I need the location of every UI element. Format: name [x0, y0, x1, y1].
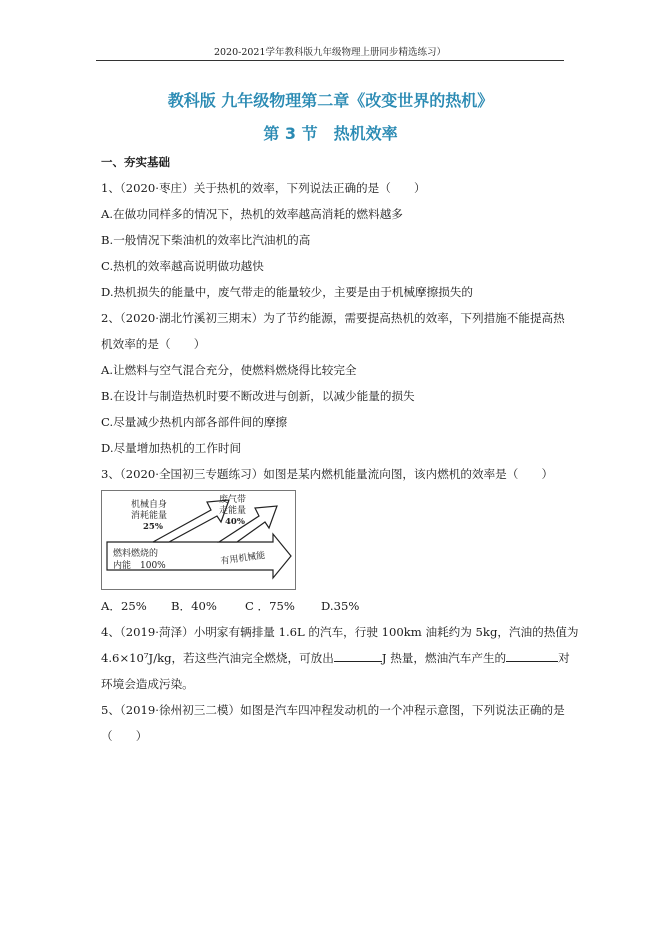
q4-text-c: 对 [558, 651, 570, 665]
q4-text-a: 4.6×10⁷J/kg，若这些汽油完全燃烧，可放出 [101, 651, 334, 665]
q4-line1: 4、（2019·菏泽）小明家有辆排量 1.6L 的汽车，行驶 100km 油耗约为 5kg，汽油的热值为 [101, 625, 579, 639]
exhaust-label-1: 废气带 [219, 495, 247, 505]
q3-option-b: B．40% [171, 599, 217, 613]
header-rule [96, 60, 564, 61]
self-loss-label-2: 消耗能量 [131, 511, 168, 521]
fuel-energy-label-2: 内能 100% [113, 561, 166, 571]
fuel-energy-label-1: 燃料燃烧的 [113, 549, 159, 559]
self-loss-percent: 25% [143, 522, 163, 532]
section-title: 第 3 节 热机效率 [263, 124, 398, 143]
q4-blank-heat[interactable] [334, 650, 382, 662]
q1-option-b: B.一般情况下柴油机的效率比汽油机的高 [101, 233, 311, 247]
q2-option-d: D.尽量增加热机的工作时间 [101, 441, 242, 455]
q1-stem: 1、（2020·枣庄）关于热机的效率，下列说法正确的是（ ） [101, 181, 426, 195]
q2-stem-line2: 机效率的是（ ） [101, 337, 206, 351]
document-title: 教科版 九年级物理第二章《改变世界的热机》 [167, 91, 494, 110]
q1-option-c: C.热机的效率越高说明做功越快 [101, 259, 264, 273]
exhaust-percent: 40% [225, 517, 245, 527]
energy-flow-svg [101, 490, 296, 590]
energy-flow-diagram [101, 490, 296, 590]
self-loss-label-1: 机械自身 [131, 500, 168, 510]
q4-line3: 环境会造成污染。 [101, 677, 194, 691]
q3-option-a: A．25% [101, 599, 147, 613]
q4-line2 [101, 650, 570, 666]
exhaust-label-2: 走能量 [219, 506, 247, 516]
q3-option-c: C ．75% [245, 599, 295, 613]
q5-line1: 5、（2019·徐州初三二模）如图是汽车四冲程发动机的一个冲程示意图，下列说法正确的是 [101, 703, 565, 717]
q2-option-c: C.尽量减少热机内部各部件间的摩擦 [101, 415, 288, 429]
q3-option-d: D.35% [321, 599, 360, 613]
q4-text-b: J 热量，燃油汽车产生的 [381, 651, 507, 665]
q2-stem-line1: 2、（2020·湖北竹溪初三期末）为了节约能源，需要提高热机的效率，下列措施不能提高热 [101, 311, 565, 325]
q3-stem: 3、（2020·全国初三专题练习）如图是某内燃机能量流向图，该内燃机的效率是（ ） [101, 467, 554, 481]
page-header: 2020-2021学年教科版九年级物理上册同步精选练习） [213, 47, 447, 58]
q1-option-d: D.热机损失的能量中，废气带走的能量较少，主要是由于机械摩擦损失的 [101, 285, 473, 299]
q5-line2: （ ） [101, 729, 148, 743]
q3-options [101, 598, 359, 614]
q2-option-a: A.让燃料与空气混合充分，使燃料燃烧得比较完全 [101, 363, 357, 377]
part-heading: 一、夯实基础 [101, 155, 170, 169]
q1-option-a: A.在做功同样多的情况下，热机的效率越高消耗的燃料越多 [101, 207, 403, 221]
q4-blank-pollutant[interactable] [506, 650, 558, 662]
q2-option-b: B.在设计与制造热机时要不断改进与创新，以减少能量的损失 [101, 389, 415, 403]
useful-energy-label: 有用机械能 [220, 550, 266, 567]
